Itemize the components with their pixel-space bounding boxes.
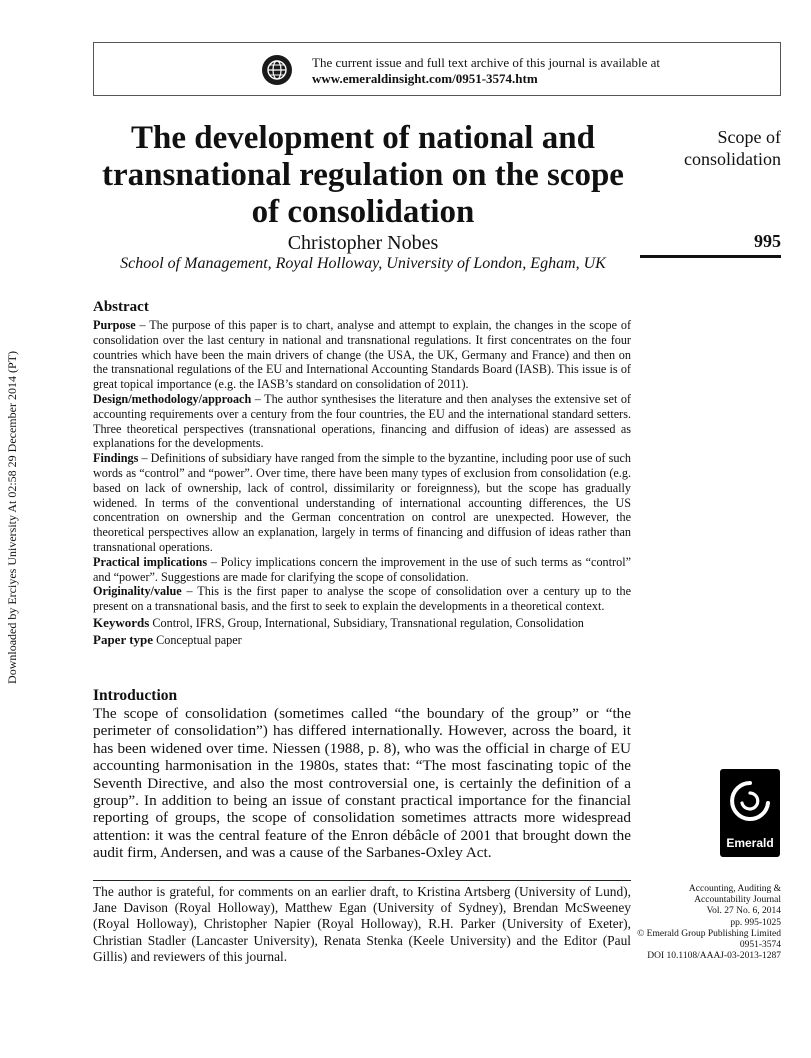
- introduction-text: The scope of consolidation (sometimes called “the boundary of the group” or “the perimeter of consolidation”) has differed internationally. However, across the board, it has been widened over time. Niessen (1988, p. 8), who was the official in charge of EU accounting harmonisation in the 1980s, states that: “The most fascinating topic of the Seventh Directive, and also the most controversial one, is certainly the definition of a group”. In addition to being an issue of constant practical importance for the financial reporting of groups, the scope of consolidation sometimes attracts more widespread attention: it was the central feature of the Enron débâcle of 2001 that brought down the audit firm, Andersen, and was a cause of the Sarbanes-Oxley Act.: [93, 705, 631, 862]
- journal-info-line: Vol. 27 No. 6, 2014: [706, 906, 781, 917]
- abstract-purpose: [93, 318, 631, 392]
- paper-type-text: Conceptual paper: [153, 632, 242, 647]
- originality-text: – This is the first paper to analyse the scope of consolidation over a century up to the present on a transnational basis, and the first to seek to explain the developments in a theoretical context.: [93, 584, 631, 614]
- journal-archive-banner: [93, 42, 781, 96]
- globe-icon: [262, 55, 292, 85]
- emerald-logo-word: Emerald: [726, 836, 774, 850]
- journal-info-line: pp. 995-1025: [730, 917, 781, 928]
- design-text: – The author synthesises the literature and then analyses the extensive set of accounting requirements over a century from the four countries, the EU and the international standard setters. Three theoretical perspectives (transnational operations, financing and diffusion of ideas) are assessed as explanations for the developments.: [93, 391, 631, 451]
- journal-doi[interactable]: DOI 10.1108/AAAJ-03-2013-1287: [647, 951, 781, 962]
- originality-label: Originality/value: [93, 584, 182, 599]
- abstract-originality: [93, 584, 631, 614]
- findings-text: – Definitions of subsidiary have ranged from the simple to the byzantine, including poor use of such words as “control” and “power”. Over time, there have been many types of exclusion from consolidation (e.g. based on lack of ownership, lack of control, dissimilarity or foreignness), but the scope has gradually widened. In terms of the conventional understanding of international accounting differences, the US concentration on ownership and the German concentration on control are unexpected. However, the theoretical perspectives allow an explanation, largely in terms of financing and diffusion of ideas rather than transnational operations.: [93, 451, 631, 554]
- emerald-logo: [720, 769, 780, 857]
- abstract-design: [93, 392, 631, 451]
- article-title: The development of national and transnational regulation on the scope of consolidation: [102, 120, 624, 230]
- page-number: 995: [754, 231, 781, 251]
- abstract-heading: Abstract: [93, 299, 149, 315]
- download-notice: Downloaded by Erciyes University At 02:58 29 December 2014 (PT): [5, 351, 19, 684]
- keywords-label: Keywords: [93, 614, 150, 630]
- practical-text: – Policy implications concern the improvement in the use of such terms as “control” and “power”. Suggestions are made for clarifying the scope of consolidation.: [93, 554, 631, 584]
- emerald-swirl-icon: [728, 779, 772, 827]
- banner-text: [312, 55, 660, 87]
- journal-info: [637, 884, 781, 962]
- introduction-heading: Introduction: [93, 687, 178, 704]
- purpose-text: – The purpose of this paper is to chart, analyse and attempt to explain, the changes in the scope of consolidation over the last century in national and transnational regulations. It first concentrates on the four countries which have been the main drivers of change (the USA, the UK, Germany and France) and then on the transnational regulations of the EU and International Accounting Standards Board (IASB). This issue is of great topical importance (e.g. the IASB’s standard on consolidation of 2011).: [93, 318, 631, 392]
- acknowledgement-footnote: The author is grateful, for comments on an earlier draft, to Kristina Artsberg (University of Lund), Jane Davison (Royal Holloway), Matthew Egan (University of Sydney), Brendan McSweeney (Royal Holloway), Christopher Napier (Royal Holloway), R.H. Parker (University of Exeter), Christian Stadler (Lancaster University), Renata Stenka (Keele University) and the Editor (Paul Gillis) and reviewers of this journal.: [93, 884, 631, 964]
- keywords-text: Control, IFRS, Group, International, Subsidiary, Transnational regulation, Consolidation: [149, 615, 584, 630]
- findings-label: Findings: [93, 451, 139, 466]
- abstract-paper-type: [93, 633, 631, 648]
- footnote-rule: [93, 880, 631, 881]
- journal-info-line: 0951-3574: [739, 940, 781, 951]
- running-head-line: Scope of: [717, 127, 781, 147]
- purpose-label: Purpose: [93, 318, 136, 332]
- abstract-keywords: [93, 616, 631, 631]
- abstract-practical: [93, 555, 631, 585]
- journal-info-line: © Emerald Group Publishing Limited: [637, 928, 781, 939]
- running-head-line: consolidation: [684, 149, 781, 169]
- abstract-section: [93, 298, 631, 648]
- introduction-section: [93, 687, 631, 862]
- journal-info-line: Accounting, Auditing &: [688, 884, 781, 894]
- journal-info-line: Accountability Journal: [694, 895, 781, 906]
- banner-line: The current issue and full text archive of this journal is available at: [312, 55, 660, 70]
- author-affiliation: School of Management, Royal Holloway, University of London, Egham, UK: [120, 255, 606, 272]
- design-label: Design/methodology/approach: [93, 391, 252, 406]
- abstract-findings: [93, 451, 631, 555]
- running-head: [684, 126, 781, 170]
- practical-label: Practical implications: [93, 554, 208, 569]
- page-number-rule: [640, 255, 781, 258]
- author-name: Christopher Nobes: [287, 232, 439, 254]
- journal-url-link[interactable]: www.emeraldinsight.com/0951-3574.htm: [312, 71, 538, 86]
- paper-type-label: Paper type: [93, 631, 154, 647]
